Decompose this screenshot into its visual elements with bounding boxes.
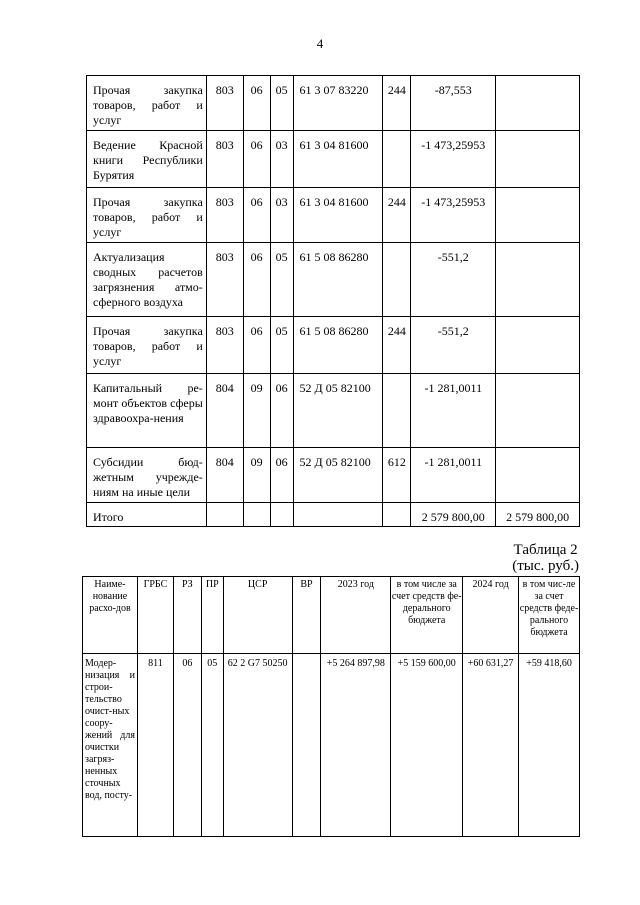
row-rz: 06 <box>243 243 270 317</box>
row-pr: 05 <box>270 76 293 131</box>
row-grbs: 803 <box>206 243 243 317</box>
header-csr: ЦСР <box>223 577 292 654</box>
row-name: Прочая закупка товаров, работ и услуг <box>87 188 207 243</box>
row-csr: 61 3 07 83220 <box>293 76 383 131</box>
row-vr <box>383 243 411 317</box>
table-2-units: (тыс. руб.) <box>512 558 579 574</box>
header-2024: 2024 год <box>463 577 519 654</box>
row-vr: 244 <box>383 188 411 243</box>
row-sum-1: -551,2 <box>411 317 496 374</box>
row-pr: 06 <box>270 374 293 448</box>
row-csr: 52 Д 05 82100 <box>293 448 383 503</box>
header-vr: ВР <box>292 577 321 654</box>
total-label: Итого <box>87 503 207 527</box>
header-name: Наиме-нование расхо-дов <box>83 577 138 654</box>
row-sum-1: -551,2 <box>411 243 496 317</box>
header-fed-2023: в том числе за счет средств фе-дерального бюджета <box>391 577 463 654</box>
row-vr <box>292 654 321 837</box>
table-row <box>87 448 580 503</box>
row-sum-1: -1 473,25953 <box>411 188 496 243</box>
total-sum-2: 2 579 800,00 <box>496 503 580 527</box>
row-vr: 612 <box>383 448 411 503</box>
table-row <box>87 317 580 374</box>
header-2023: 2023 год <box>321 577 391 654</box>
row-sum-2 <box>496 243 580 317</box>
row-pr: 05 <box>270 317 293 374</box>
row-sum-1: -87,553 <box>411 76 496 131</box>
row-sum-1: -1 281,0011 <box>411 448 496 503</box>
row-pr: 06 <box>270 448 293 503</box>
row-name: Актуализация сводных расчетов загрязнения атмо-сферного воздуха <box>87 243 207 317</box>
row-rz: 06 <box>243 131 270 188</box>
table-2-data-row <box>83 654 580 837</box>
row-name: Капитальный ре-монт объектов сферы здравоохра-нения <box>87 374 207 448</box>
row-csr: 61 5 08 86280 <box>293 317 383 374</box>
row-vr <box>383 374 411 448</box>
row-2023: +5 264 897,98 <box>321 654 391 837</box>
total-row <box>87 503 580 527</box>
row-sum-2 <box>496 76 580 131</box>
row-rz: 06 <box>243 317 270 374</box>
header-fed-2024: в том чис-ле за счет средств феде-рального бюджета <box>519 577 580 654</box>
row-sum-2 <box>496 374 580 448</box>
row-grbs: 811 <box>137 654 173 837</box>
table-2-heading <box>512 542 579 574</box>
row-pr: 05 <box>201 654 223 837</box>
row-grbs: 803 <box>206 188 243 243</box>
row-grbs: 804 <box>206 374 243 448</box>
header-pr: ПР <box>201 577 223 654</box>
table-row <box>87 374 580 448</box>
budget-table-1 <box>86 75 580 527</box>
row-sum-2 <box>496 317 580 374</box>
row-pr: 03 <box>270 188 293 243</box>
row-csr: 61 5 08 86280 <box>293 243 383 317</box>
row-grbs: 803 <box>206 317 243 374</box>
row-vr: 244 <box>383 317 411 374</box>
table-row <box>87 76 580 131</box>
row-csr: 61 3 04 81600 <box>293 188 383 243</box>
row-sum-2 <box>496 188 580 243</box>
table-row <box>87 188 580 243</box>
row-sum-1: -1 473,25953 <box>411 131 496 188</box>
budget-table-2 <box>82 576 580 837</box>
table-row <box>87 243 580 317</box>
row-rz: 06 <box>243 76 270 131</box>
row-pr: 03 <box>270 131 293 188</box>
table-2-header-row <box>83 577 580 654</box>
row-2024: +60 631,27 <box>463 654 519 837</box>
row-name: Прочая закупка товаров, работ и услуг <box>87 76 207 131</box>
row-vr: 244 <box>383 76 411 131</box>
row-rz: 06 <box>243 188 270 243</box>
table-2-title: Таблица 2 <box>513 542 578 558</box>
row-sum-1: -1 281,0011 <box>411 374 496 448</box>
header-grbs: ГРБС <box>137 577 173 654</box>
row-fed-2023: +5 159 600,00 <box>391 654 463 837</box>
total-sum-1: 2 579 800,00 <box>411 503 496 527</box>
page-number: 4 <box>316 36 324 51</box>
row-csr: 61 3 04 81600 <box>293 131 383 188</box>
row-sum-2 <box>496 131 580 188</box>
row-rz: 09 <box>243 448 270 503</box>
row-fed-2024: +59 418,60 <box>519 654 580 837</box>
header-rz: РЗ <box>173 577 201 654</box>
row-vr <box>383 131 411 188</box>
row-name: Субсидии бюд-жетным учрежде-ниям на иные цели <box>87 448 207 503</box>
row-grbs: 803 <box>206 76 243 131</box>
row-sum-2 <box>496 448 580 503</box>
row-name: Ведение Красной книги Республики Бурятия <box>87 131 207 188</box>
row-grbs: 804 <box>206 448 243 503</box>
row-name: Модер-низация и строи-тельство очист-ных соору-жений для очистки загряз-ненных сточных вод, посту- <box>83 654 138 837</box>
row-csr: 62 2 G7 50250 <box>223 654 292 837</box>
row-name: Прочая закупка товаров, работ и услуг <box>87 317 207 374</box>
table-row <box>87 131 580 188</box>
row-csr: 52 Д 05 82100 <box>293 374 383 448</box>
row-grbs: 803 <box>206 131 243 188</box>
row-rz: 06 <box>173 654 201 837</box>
row-pr: 05 <box>270 243 293 317</box>
row-rz: 09 <box>243 374 270 448</box>
